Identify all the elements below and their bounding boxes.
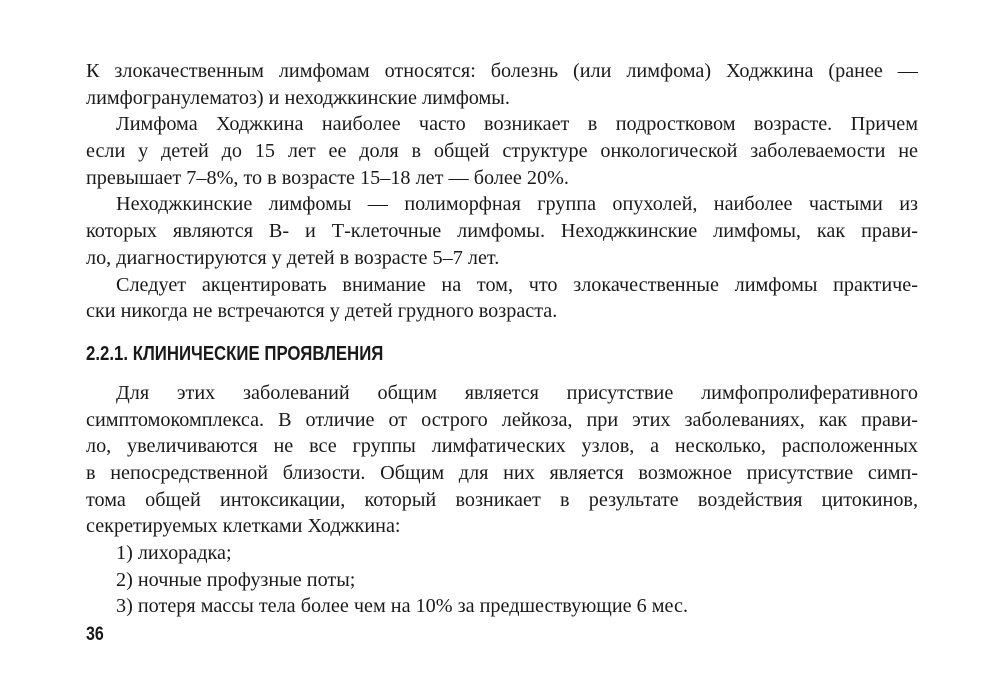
text-line: ло, диагностируются у детей в возрасте 5–7 лет. xyxy=(86,246,500,269)
page-number: 36 xyxy=(86,624,104,645)
text-line: Лимфома Ходжкина наиболее часто возникает в подростковом возрасте. Причем xyxy=(116,113,918,136)
section-heading: 2.2.1. КЛИНИЧЕСКИЕ ПРОЯВЛЕНИЯ xyxy=(86,342,384,365)
symptom-list xyxy=(86,540,918,620)
text-line: Для этих заболеваний общим является присутствие лимфопролиферативного xyxy=(116,381,918,404)
list-item: 2) ночные профузные поты; xyxy=(116,568,356,591)
text-line: которых являются В- и Т-клеточные лимфомы. Неходжкинские лимфомы, как прави- xyxy=(86,220,918,243)
list-item: 1) лихорадка; xyxy=(116,542,232,564)
text-line: превышает 7–8%, то в возрасте 15–18 лет — более 20%. xyxy=(86,166,569,189)
text-line: К злокачественным лимфомам относятся: болезнь (или лимфома) Ходжкина (ранее — xyxy=(86,60,918,82)
paragraph-hodgkin-lymphoma xyxy=(86,111,918,191)
text-line: ски никогда не встречаются у детей грудного возраста. xyxy=(86,300,558,323)
paragraph-clinical-manifestations xyxy=(86,380,918,540)
text-line: в непосредственной близости. Общим для них является возможное присутствие симп- xyxy=(86,461,918,484)
list-item: 3) потеря массы тела более чем на 10% за предшествующие 6 мес. xyxy=(116,595,689,618)
text-line: ло, увеличиваются не все группы лимфатических узлов, а несколько, расположенных xyxy=(86,435,918,458)
text-line: Следует акцентировать внимание на том, что злокачественные лимфомы практиче- xyxy=(116,273,918,296)
text-line: секретируемых клетками Ходжкина: xyxy=(86,515,401,538)
text-line: симптомокомплекса. В отличие от острого лейкоза, при этих заболеваниях, как прави- xyxy=(86,408,918,431)
text-line: если у детей до 15 лет ее доля в общей структуре онкологической заболеваемости не xyxy=(86,140,918,163)
paragraph-malignant-lymphomas xyxy=(86,58,918,111)
text-line: тома общей интоксикации, который возникает в результате воздействия цитокинов, xyxy=(86,488,918,511)
text-line: Неходжкинские лимфомы — полиморфная группа опухолей, наиболее частыми из xyxy=(116,193,918,216)
text-line: лимфогранулематоз) и неходжкинские лимфомы. xyxy=(86,86,510,109)
body-text xyxy=(86,58,918,620)
paragraph-infants-note xyxy=(86,272,918,325)
paragraph-non-hodgkin-lymphomas xyxy=(86,191,918,271)
